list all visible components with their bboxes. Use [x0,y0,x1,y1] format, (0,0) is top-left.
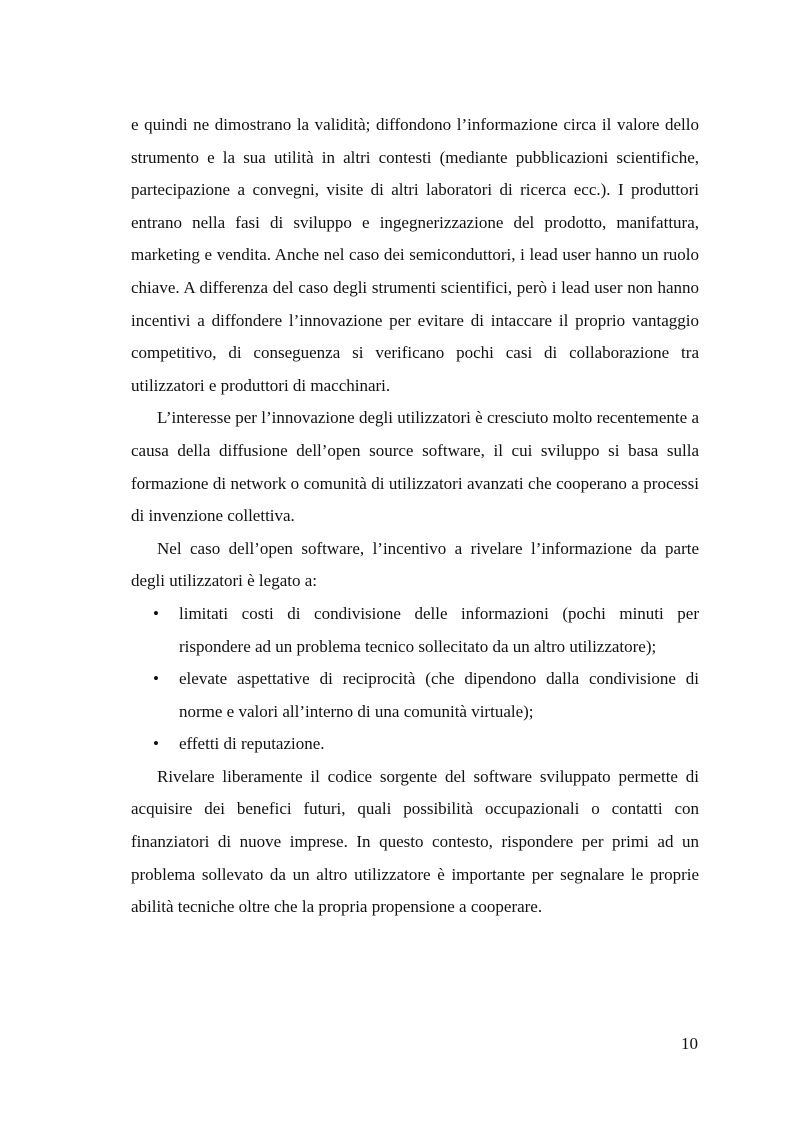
list-item-text: effetti di reputazione. [179,734,325,754]
list-item-text: limitati costi di condivisione delle informazioni (pochi minuti per rispondere ad un problema tecnico sollecitato da un altro utilizzatore); [179,603,699,656]
paragraph-source-code: Rivelare liberamente il codice sorgente del software sviluppato permette di acquisire dei benefici futuri, quali possibilità occupazionali o contatti con finanziatori di nuove imprese. In questo contesto, rispondere per primi ad un problema sollevato da un altro utilizzatore è importante per segnalare le proprie abilità tecniche oltre che la propria propensione a cooperare. [131,766,699,917]
page-number: 10 [681,1034,698,1053]
body-text [131,109,699,924]
bullet-icon: • [153,734,159,754]
bullet-icon: • [153,669,159,689]
paragraph-open-source: L’interesse per l’innovazione degli utilizzatori è cresciuto molto recentemente a causa della diffusione dell’open source software, il cui sviluppo si basa sulla formazione di network o comunità di utilizzatori avanzati che cooperano a processi di invenzione collettiva. [131,408,699,526]
paragraph-incentive-intro: Nel caso dell’open software, l’incentivo a rivelare l’informazione da parte degli utilizzatori è legato a: [131,538,699,591]
bullet-icon: • [153,603,159,623]
list-item-text: elevate aspettative di reciprocità (che dipendono dalla condivisione di norme e valori all’interno di una comunità virtuale); [179,669,699,721]
paragraph-continuation: e quindi ne dimostrano la validità; diffondono l’informazione circa il valore dello strumento e la sua utilità in altri contesti (mediante pubblicazioni scientifiche, partecipazione a convegni, visite di altri laboratori di ricerca ecc.). I produttori entrano nella fasi di sviluppo e ingegnerizzazione del prodotto, manifattura, marketing e vendita. Anche nel caso dei semiconduttori, i lead user hanno un ruolo chiave. A differenza del caso degli strumenti scientifici, però i lead user non hanno incentivi a diffondere l’innovazione per evitare di intaccare il proprio vantaggio competitivo, di conseguenza si verificano pochi casi di collaborazione tra utilizzatori e produttori di macchinari. [131,115,699,395]
list-item [131,728,699,761]
list-item [131,598,699,663]
list-item [131,663,699,728]
incentive-list [131,598,699,761]
